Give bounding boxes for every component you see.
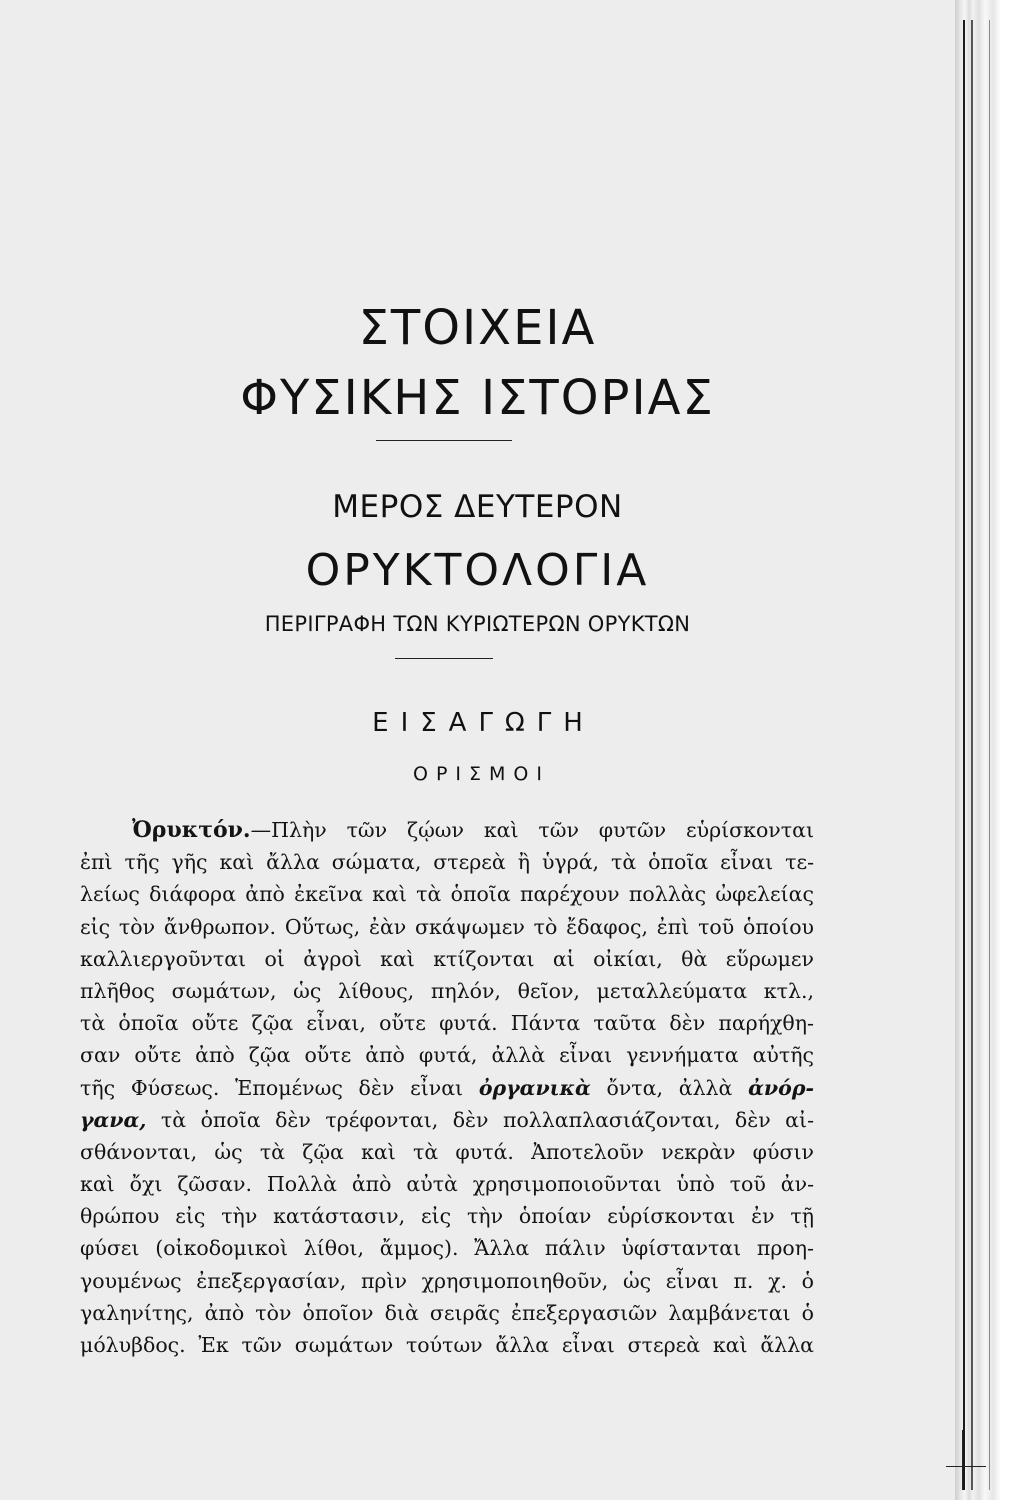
page-edge-line (963, 20, 965, 1490)
section-heading: ΕΙΣΑΓΩΓΗ (372, 708, 595, 738)
subtitle-divider (395, 658, 493, 659)
body-line (80, 814, 814, 846)
body-line-text: τῆς Φύσεως. Ἑπομένως δὲν εἶναι (80, 1075, 464, 1100)
emphasis-term: ὀργανικὰ (478, 1075, 591, 1100)
body-line: εἰς τὸν ἄνθρωπον. Οὕτως, ἐὰν σκάψωμεν τὸ ἔδαφος, ἐπὶ τοῦ ὁποίου (80, 914, 814, 939)
body-line (80, 1072, 814, 1104)
crop-mark (946, 1466, 986, 1467)
title-divider (376, 440, 512, 441)
body-line: καὶ ὄχι ζῶσαν. Πολλὰ ἀπὸ αὐτὰ χρησιμοποιοῦνται ὑπὸ τοῦ ἀν- (80, 1172, 814, 1197)
page-edge-line (971, 20, 973, 1490)
book-title-line-2: ΦΥΣΙΚΗΣ ΙΣΤΟΡΙΑΣ (240, 370, 715, 426)
body-line: ἐπὶ τῆς γῆς καὶ ἄλλα σώματα, στερεὰ ἢ ὑγρά, τὰ ὁποῖα εἶναι τε- (80, 850, 814, 875)
body-line-text: —Πλὴν τῶν ζῴων καὶ τῶν φυτῶν εὑρίσκονται (250, 818, 814, 842)
book-title-line-1: ΣΤΟΙΧΕΙΑ (358, 300, 597, 356)
subject-subtitle: ΠΕΡΙΓΡΑΦΗ ΤΩΝ ΚΥΡΙΩΤΕΡΩΝ ΟΡΥΚΤΩΝ (264, 612, 691, 636)
body-line-text: τὰ ὁποῖα δὲν τρέφονται, δὲν πολλαπλασιάζονται, δὲν αἰ- (160, 1107, 814, 1132)
subsection-heading: ΟΡΙΣΜΟΙ (413, 763, 550, 785)
part-heading: ΜΕΡΟΣ ΔΕΥΤΕΡΟΝ (332, 489, 623, 525)
body-line: γαληνίτης, ἀπὸ τὸν ὁποῖον διὰ σειρᾶς ἐπεξεργασιῶν λαμβάνεται ὁ (80, 1300, 814, 1325)
body-line (80, 1104, 814, 1136)
body-line: σαν οὔτε ἀπὸ ζῷα οὔτε ἀπὸ φυτά, ἀλλὰ εἶναι γεννήματα αὐτῆς (80, 1043, 814, 1068)
body-line: πλῆθος σωμάτων, ὡς λίθους, πηλόν, θεῖον, μεταλλεύματα κτλ., (80, 978, 814, 1003)
page-edge-line (989, 20, 990, 1490)
emphasis-term: γανα, (80, 1107, 147, 1132)
body-line: σθάνονται, ὡς τὰ ζῷα καὶ τὰ φυτά. Ἀποτελοῦν νεκρὰν φύσιν (80, 1139, 814, 1164)
lead-term: Ὀρυκτόν. (132, 817, 251, 843)
book-page-edge (955, 0, 1009, 1500)
subject-heading: ΟΡΥΚΤΟΛΟΓΙΑ (305, 545, 650, 596)
body-line: τὰ ὁποῖα οὔτε ζῷα εἶναι, οὔτε φυτά. Πάντα ταῦτα δὲν παρήχθη- (80, 1011, 814, 1036)
body-line: γουμένως ἐπεξεργασίαν, πρὶν χρησιμοποιηθοῦν, ὡς εἶναι π. χ. ὁ (80, 1268, 814, 1293)
body-line: λείως διάφορα ἀπὸ ἐκεῖνα καὶ τὰ ὁποῖα παρέχουν πολλὰς ὠφελείας (80, 882, 814, 907)
body-line: καλλιεργοῦνται οἱ ἀγροὶ καὶ κτίζονται αἱ οἰκίαι, θὰ εὕρωμεν (80, 946, 814, 971)
body-line: φύσει (οἰκοδομικοὶ λίθοι, ἄμμος). Ἄλλα πάλιν ὑφίστανται προη- (80, 1236, 814, 1261)
body-line: θρώπου εἰς τὴν κατάστασιν, εἰς τὴν ὁποίαν εὑρίσκονται ἐν τῇ (80, 1204, 814, 1229)
emphasis-term: ἀνόρ- (748, 1075, 814, 1100)
crop-mark (962, 1430, 963, 1490)
body-paragraph (80, 814, 814, 1361)
body-line: μόλυβδος. Ἐκ τῶν σωμάτων τούτων ἄλλα εἶναι στερεὰ καὶ ἄλλα (80, 1333, 814, 1357)
body-line-text: ὄντα, ἀλλὰ (606, 1075, 733, 1100)
